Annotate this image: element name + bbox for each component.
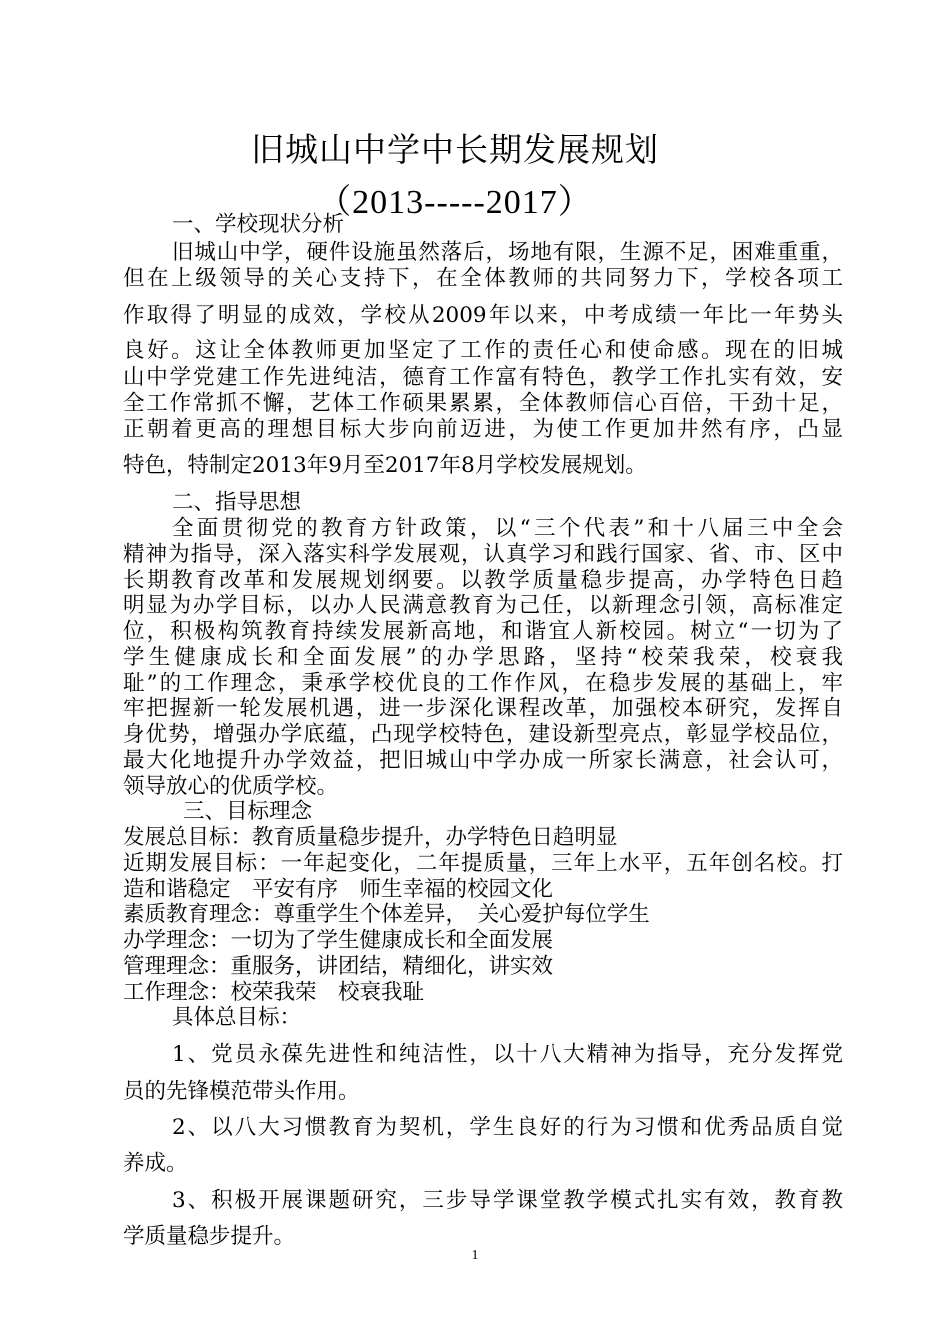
document-years: （2013-----2017） [317,184,593,221]
text-line: 长期教育改革和发展规划纲要。以教学质量稳步提高，办学特色日趋 [123,568,843,593]
text-line: 正朝着更高的理想目标大步向前迈进，为使工作更加井然有序，凸显 [123,417,843,442]
text-line: 全面贯彻党的教育方针政策，以“三个代表”和十八届三中全会 [172,516,843,541]
text-line: 全工作常抓不懈，艺体工作硕果累累，全体教师信心百倍，干劲十足， [123,391,843,416]
text-line: 3、积极开展课题研究，三步导学课堂教学模式扎实有效，教育教 [172,1188,843,1213]
text-line: 办学理念：一切为了学生健康成长和全面发展 [123,928,554,953]
page-number: 1 [471,1248,479,1263]
text-line: 位，积极构筑教育持续发展新高地，和谐宜人新校园。树立“一切为了 [123,619,843,644]
text-line: 学生健康成长和全面发展”的办学思路，坚持“校荣我荣，校衰我 [123,645,843,670]
text-line: 具体总目标： [172,1005,302,1030]
text-line: 近期发展目标：一年起变化，二年提质量，三年上水平，五年创名校。打 [123,851,843,876]
text-line: 工作理念：校荣我荣 校衰我耻 [123,980,425,1005]
text-line: 二、指导思想 [172,490,302,515]
text-line: 作取得了明显的成效，学校从2009年以来，中考成绩一年比一年势头 [123,303,843,328]
text-line: 最大化地提升办学效益，把旧城山中学办成一所家长满意，社会认可， [123,748,843,773]
text-line: 素质教育理念：尊重学生个体差异， 关心爱护每位学生 [123,902,650,927]
text-line: 良好。这让全体教师更加坚定了工作的责任心和使命感。现在的旧城 [123,338,843,363]
text-line: 管理理念：重服务，讲团结，精细化，讲实效 [123,954,554,979]
text-line: 牢把握新一轮发展机遇，进一步深化课程改革，加强校本研究，发挥自 [123,696,843,721]
text-line: 明显为办学目标，以办人民满意教育为己任，以新理念引领，高标准定 [123,593,843,618]
text-line: 2、以八大习惯教育为契机，学生良好的行为习惯和优秀品质自觉 [172,1115,843,1140]
text-line: 特色，特制定2013年9月至2017年8月学校发展规划。 [123,453,647,478]
text-line: 1、党员永葆先进性和纯洁性，以十八大精神为指导，充分发挥党 [172,1042,843,1067]
text-line: 学质量稳步提升。 [123,1224,296,1249]
text-line: 耻”的工作理念，秉承学校优良的工作作风，在稳步发展的基础上，牢 [123,671,843,696]
text-line: 三、目标理念 [183,799,313,824]
text-line: 员的先锋模范带头作用。 [123,1079,360,1104]
text-line: 但在上级领导的关心支持下，在全体教师的共同努力下，学校各项工 [123,266,843,291]
document-title: 旧城山中学中长期发展规划 [251,130,659,169]
text-line: 精神为指导，深入落实科学发展观，认真学习和践行国家、省、市、区中 [123,542,843,567]
text-line: 发展总目标：教育质量稳步提升，办学特色日趋明显 [123,825,618,850]
text-line: 领导放心的优质学校。 [123,774,339,799]
text-line: 造和谐稳定 平安有序 师生幸福的校园文化 [123,877,554,902]
text-line: 山中学党建工作先进纯洁，德育工作富有特色，教学工作扎实有效，安 [123,365,843,390]
text-line: 一、学校现状分析 [172,212,345,237]
text-line: 身优势，增强办学底蕴，凸现学校特色，建设新型亮点，彰显学校品位， [123,722,843,747]
text-line: 养成。 [123,1151,188,1176]
text-line: 旧城山中学，硬件设施虽然落后，场地有限，生源不足，困难重重， [172,240,843,265]
